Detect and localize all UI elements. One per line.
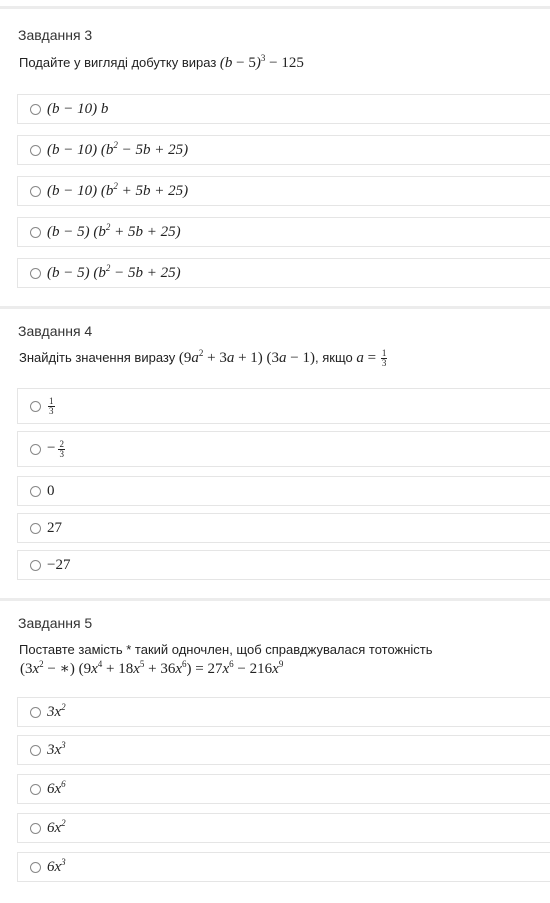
task-4 — [0, 306, 550, 599]
answer-option[interactable] — [17, 476, 550, 506]
radio-button[interactable] — [30, 401, 41, 412]
option-label: − $\frac{2}{3}$ — [47, 438, 64, 459]
radio-button[interactable] — [30, 145, 41, 156]
radio-button[interactable] — [30, 823, 41, 834]
answer-option[interactable] — [17, 135, 550, 165]
question-math: $(b - 5)^3 - 125$ — [219, 53, 304, 71]
radio-button[interactable] — [30, 523, 41, 534]
answer-option[interactable] — [17, 513, 550, 543]
radio-button[interactable] — [30, 745, 41, 756]
option-label: $3x^2$ — [47, 701, 66, 720]
question-text: Поставте замість * такий одночлен, щоб справджувалася тотожність — [19, 642, 433, 657]
question-text: Знайдіть значення виразу — [19, 349, 176, 365]
radio-button[interactable] — [30, 707, 41, 718]
answer-option[interactable] — [17, 431, 550, 467]
task-3 — [0, 6, 550, 305]
option-label: 0 — [47, 482, 55, 499]
answer-option[interactable] — [17, 217, 550, 247]
option-label: $6x^3$ — [47, 856, 66, 875]
answer-option[interactable] — [17, 852, 550, 882]
question — [19, 55, 304, 72]
task-title: Завдання 4 — [18, 323, 93, 339]
option-label: $6x^2$ — [47, 817, 66, 836]
question-text: Подайте у вигляді добутку вираз — [19, 55, 217, 70]
question-suffix: , якщо — [315, 349, 353, 365]
option-label: (b − 10) $(b^2 - 5b + 25)$ — [47, 139, 189, 158]
option-label: (b − 5) $(b^2 - 5b + 25)$ — [47, 262, 181, 281]
answer-option[interactable] — [17, 94, 550, 124]
radio-button[interactable] — [30, 486, 41, 497]
option-label: −27 — [47, 556, 71, 573]
radio-button[interactable] — [30, 104, 41, 115]
answer-option[interactable] — [17, 774, 550, 804]
radio-button[interactable] — [30, 560, 41, 571]
answer-option[interactable] — [17, 697, 550, 727]
question-math: $(9a^2 + 3a + 1) (3a - 1)$ — [178, 347, 315, 366]
radio-button[interactable] — [30, 784, 41, 795]
task-title: Завдання 5 — [18, 615, 93, 631]
question-math: ($3x^2$ − ∗) $(9x^4 + 18x^5 + 36x^6) = 27x^6 - 216x^9$ — [20, 659, 284, 677]
answer-option[interactable] — [17, 813, 550, 843]
question-condition: a = $\frac{1}{3}$ — [356, 348, 387, 368]
option-label: $3x^3$ — [47, 739, 66, 758]
answer-option[interactable] — [17, 176, 550, 206]
option-label: (b − 10) b — [47, 100, 109, 117]
radio-button[interactable] — [30, 268, 41, 279]
option-label: (b − 5) $(b^2 + 5b + 25)$ — [47, 221, 181, 240]
task-5 — [0, 598, 550, 901]
radio-button[interactable] — [30, 186, 41, 197]
option-label: $\frac{1}{3}$ — [49, 395, 54, 416]
answer-option[interactable] — [17, 258, 550, 288]
question — [19, 349, 388, 368]
answer-option[interactable] — [17, 550, 550, 580]
radio-button[interactable] — [30, 227, 41, 238]
option-label: (b − 10) $(b^2 + 5b + 25)$ — [47, 180, 189, 199]
task-title: Завдання 3 — [18, 27, 93, 43]
answer-option[interactable] — [17, 735, 550, 765]
option-label: $6x^6$ — [47, 778, 66, 797]
option-label: 27 — [47, 519, 62, 536]
answer-option[interactable] — [17, 388, 550, 424]
radio-button[interactable] — [30, 862, 41, 873]
radio-button[interactable] — [30, 444, 41, 455]
